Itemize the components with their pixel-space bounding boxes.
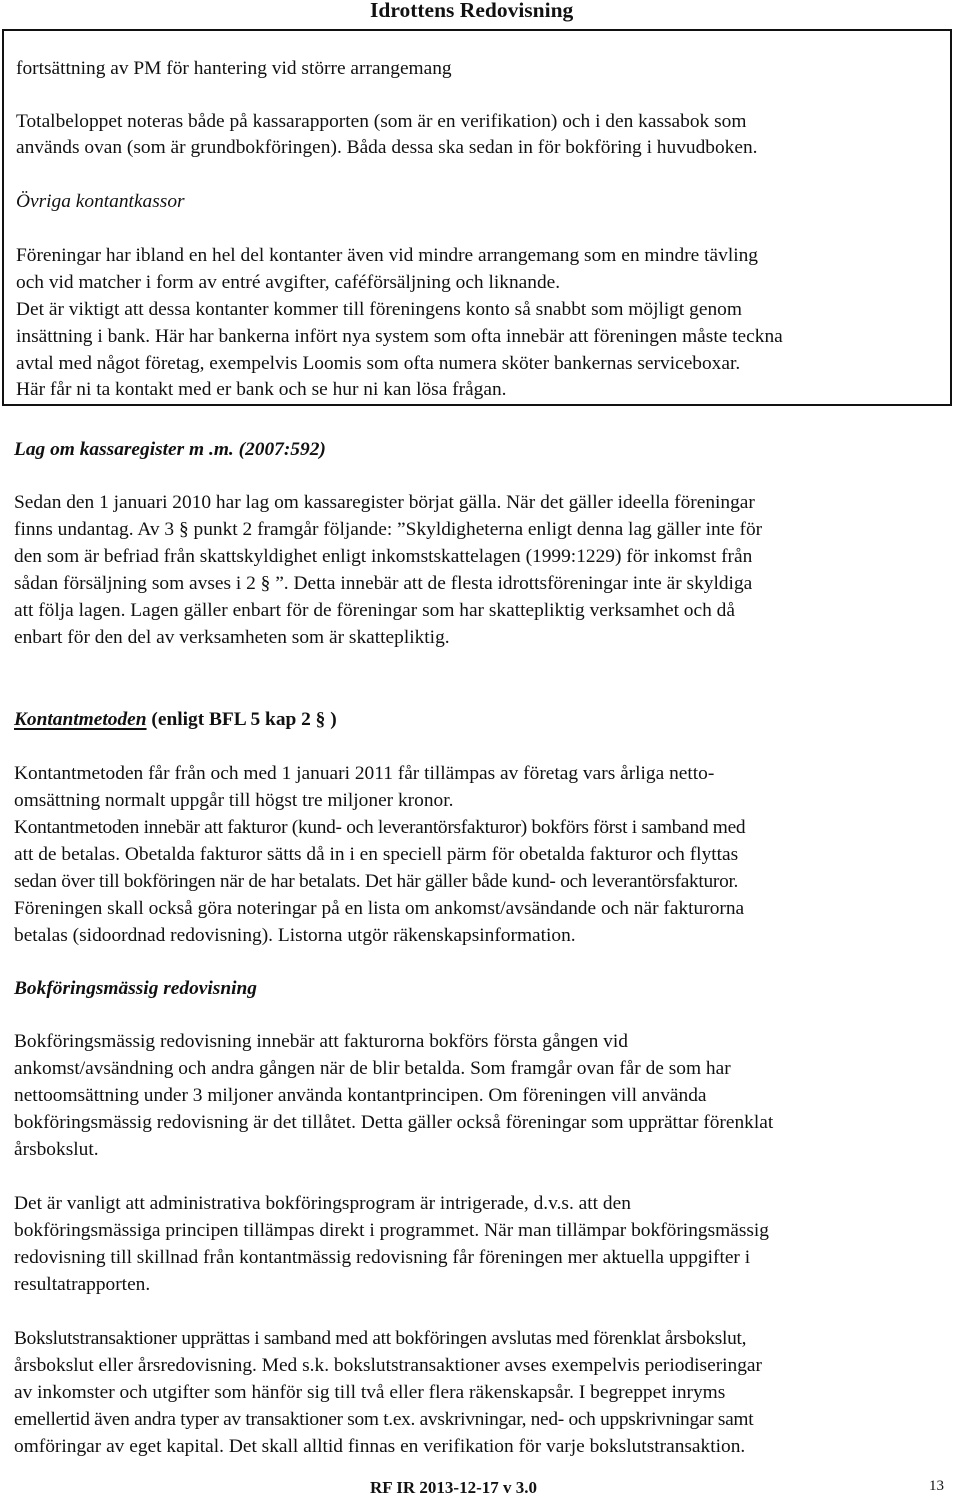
paragraph-line: av inkomster och utgifter som hänför sig till två eller flera räkenskapsår. I begreppet inryms	[14, 1382, 726, 1403]
paragraph-line: emellertid även andra typer av transaktioner som t.ex. avskrivningar, ned- och uppskrivningar samt	[14, 1409, 754, 1430]
paragraph-line: betalas (sidoordnad redovisning). Listorna utgör räkenskapsinformation.	[14, 925, 576, 946]
paragraph-line: sådan försäljning som avses i 2 § ”. Detta innebär att de flesta idrottsföreningar inte är skyldiga	[14, 573, 753, 594]
box-line: Totalbeloppet noteras både på kassarapporten (som är en verifikation) och i den kassabok som	[16, 111, 747, 132]
page-number: 13	[929, 1478, 944, 1494]
section-heading-kontantmetoden	[14, 706, 337, 733]
paragraph-line: Föreningen skall också göra noteringar på en lista om ankomst/avsändande och när fakturorna	[14, 898, 745, 919]
heading-main: Kontantmetoden	[14, 709, 147, 730]
paragraph-line: enbart för den del av verksamheten som är skattepliktig.	[14, 627, 450, 648]
box-line: och vid matcher i form av entré avgifter, caféförsäljning och liknande.	[16, 272, 561, 293]
section-heading-bokforing: Bokföringsmässig redovisning	[14, 978, 257, 999]
paragraph-line: att de betalas. Obetalda fakturor sätts då in i en speciell pärm för obetalda fakturor och flyttas	[14, 844, 739, 865]
paragraph-line: redovisning till skillnad från kontantmässig redovisning får föreningen mer aktuella uppgifter i	[14, 1247, 751, 1268]
continuation-box	[2, 29, 952, 406]
paragraph-line: Bokföringsmässig redovisning innebär att fakturorna bokförs första gången vid	[14, 1031, 628, 1052]
paragraph-line: nettoomsättning under 3 miljoner använda kontantprincipen. Om föreningen vill använda	[14, 1085, 707, 1106]
paragraph-line: Det är vanligt att administrativa bokföringsprogram är intrigerade, d.v.s. att den	[14, 1193, 631, 1214]
paragraph-line: bokföringsmässiga principen tillämpas direkt i programmet. När man tillämpar bokföringsmässig	[14, 1220, 769, 1241]
paragraph-line: att följa lagen. Lagen gäller enbart för de föreningar som har skattepliktig verksamhet och då	[14, 600, 735, 621]
paragraph-line: årsbokslut.	[14, 1139, 99, 1160]
box-subheading: Övriga kontantkassor	[16, 191, 185, 212]
page-header-title: Idrottens Redovisning	[370, 0, 574, 22]
paragraph-line: årsbokslut eller årsredovisning. Med s.k. bokslutstransaktioner avses exempelvis periodiseringar	[14, 1355, 762, 1376]
paragraph-line: omföringar av eget kapital. Det skall alltid finnas en verifikation för varje bokslutstransaktion.	[14, 1436, 746, 1457]
box-line: fortsättning av PM för hantering vid större arrangemang	[16, 58, 452, 79]
box-line: används ovan (som är grundbokföringen). Båda dessa ska sedan in för bokföring i huvudboken.	[16, 137, 758, 158]
box-line: avtal med något företag, exempelvis Loomis som ofta numera sköter bankernas serviceboxar.	[16, 353, 741, 374]
paragraph-line: Sedan den 1 januari 2010 har lag om kassaregister börjat gälla. När det gäller ideella föreningar	[14, 492, 755, 513]
box-line: Här får ni ta kontakt med er bank och se hur ni kan lösa frågan.	[16, 379, 507, 400]
paragraph-line: sedan över till bokföringen när de har betalats. Det här gäller både kund- och leverantörsfakturor.	[14, 871, 739, 892]
box-line: Det är viktigt att dessa kontanter kommer till föreningens konto så snabbt som möjligt genom	[16, 299, 742, 320]
box-line: insättning i bank. Här har bankerna infört nya system som ofta innebär att föreningen måste teckna	[16, 326, 783, 347]
heading-rest: (enligt BFL 5 kap 2 § )	[146, 709, 337, 730]
paragraph-line: Kontantmetoden får från och med 1 januari 2011 får tillämpas av företag vars årliga netto-	[14, 763, 715, 784]
paragraph-line: Kontantmetoden innebär att fakturor (kund- och leverantörsfakturor) bokförs först i samband med	[14, 817, 746, 838]
paragraph-line: omsättning normalt uppgår till högst tre miljoner kronor.	[14, 790, 454, 811]
paragraph-line: ankomst/avsändning och andra gången när de blir betalda. Som framgår ovan får de som har	[14, 1058, 731, 1079]
box-line: Föreningar har ibland en hel del kontanter även vid mindre arrangemang som en mindre tävling	[16, 245, 758, 266]
paragraph-line: resultatrapporten.	[14, 1274, 151, 1295]
paragraph-line: Bokslutstransaktioner upprättas i samband med att bokföringen avslutas med förenklat årsbokslut,	[14, 1328, 747, 1349]
paragraph-line: den som är befriad från skattskyldighet enligt inkomstskattelagen (1999:1229) för inkomst från	[14, 546, 753, 567]
section-heading-lag: Lag om kassaregister m .m. (2007:592)	[14, 439, 326, 460]
paragraph-line: bokföringsmässig redovisning är det tillåtet. Detta gäller också föreningar som upprättar förenklat	[14, 1112, 774, 1133]
footer-version: RF IR 2013-12-17 v 3.0	[370, 1478, 537, 1497]
paragraph-line: finns undantag. Av 3 § punkt 2 framgår följande: ”Skyldigheterna enligt denna lag gäller inte för	[14, 519, 763, 540]
